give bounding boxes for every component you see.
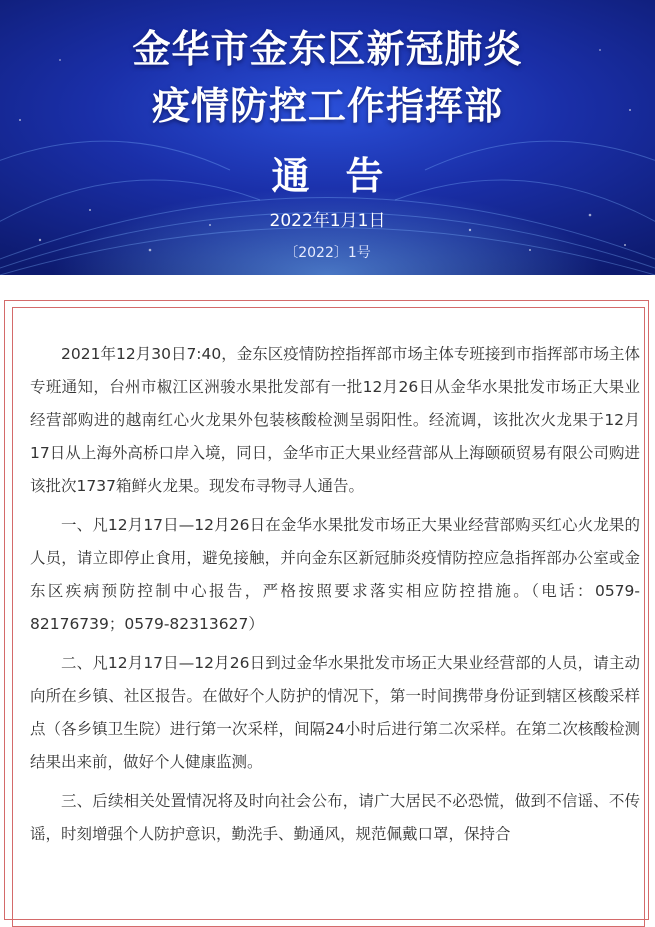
paragraph-item-3: 三、后续相关处置情况将及时向社会公布，请广大居民不必恐慌，做到不信谣、不传谣，时刻增强个人防护意识，勤洗手、勤通风，规范佩戴口罩，保持合 <box>30 792 640 843</box>
header-banner <box>0 0 655 275</box>
title-line-1: 金华市金东区新冠肺炎 <box>132 27 523 71</box>
paragraph-item-2: 二、凡12月17日—12月26日到过金华水果批发市场正大果业经营部的人员，请主动向所在乡镇、社区报告。在做好个人防护的情况下，第一时间携带身份证到辖区核酸采样点（各乡镇卫生院）进行第一次采样，间隔24小时后进行第二次采样。在第二次核酸检测结果出来前，做好个人健康监测。 <box>30 654 640 771</box>
paragraph-item-1: 一、凡12月17日—12月26日在金华水果批发市场正大果业经营部购买红心火龙果的人员，请立即停止食用，避免接触，并向金东区新冠肺炎疫情防控应急指挥部办公室或金东区疾病预防控制中心报告，严格按照要求落实相应防控措施。（电话：0579-82176739；0579-82313627） <box>30 516 640 633</box>
notice-date: 2022年1月1日 <box>269 211 386 231</box>
notice-body <box>30 338 640 857</box>
notice-heading: 通告 <box>271 154 420 198</box>
paragraph-intro: 2021年12月30日7:40，金东区疫情防控指挥部市场主体专班接到市指挥部市场主体专班通知，台州市椒江区洲骏水果批发部有一批12月26日从金华水果批发市场正大果业经营部购进的越南红心火龙果外包装核酸检测呈弱阳性。经流调，该批次火龙果于12月17日从上海外高桥口岸入境，同日，金华市正大果业经营部从上海颐硕贸易有限公司购进该批次1737箱鲜火龙果。现发布寻物寻人通告。 <box>30 345 640 495</box>
title-line-2: 疫情防控工作指挥部 <box>151 84 503 128</box>
document-number: 〔2022〕1号 <box>284 245 371 261</box>
